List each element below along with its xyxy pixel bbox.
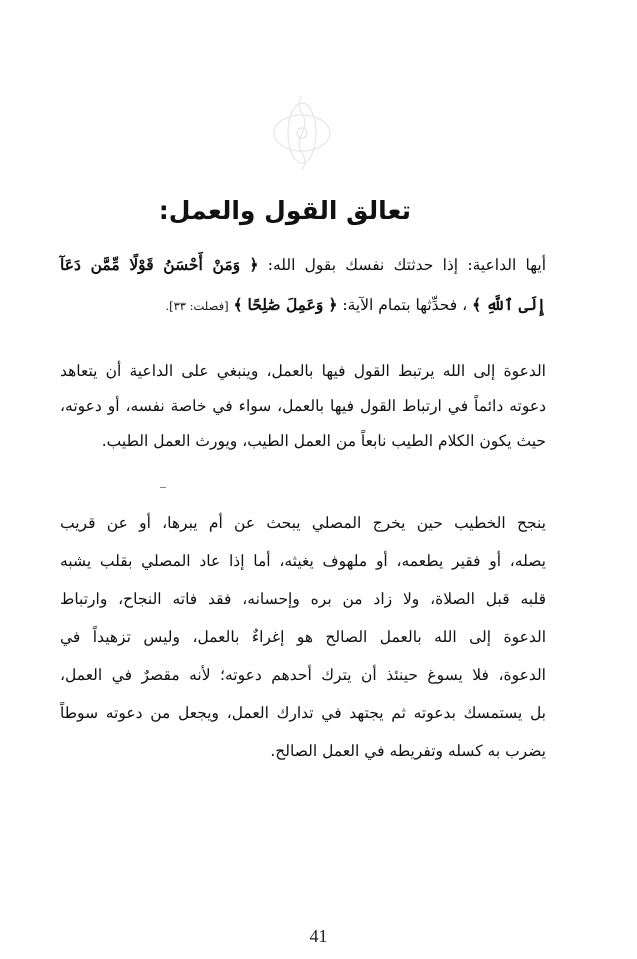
paragraph-line: دعوته دائماً في ارتباط القول فيها بالعمل، سواء في خاصة نفسه، أو دعوته،	[60, 397, 546, 415]
quran-open-bracket-2: ﴿	[328, 295, 338, 314]
divider-mark	[160, 487, 166, 488]
quran-verse-part-3: وَعَمِلَ صَٰلِحًا	[247, 295, 324, 314]
paragraph-line: حيث يكون الكلام الطيب نابعاً من العمل الطيب، ويورث العمل الطيب.	[101, 432, 546, 450]
quran-close-bracket-2: ﴾	[233, 295, 243, 314]
quran-verse-part-2: إِلَى ٱللَّهِ	[486, 295, 546, 314]
page-number: 41	[309, 926, 328, 946]
intro-text: أيها الداعية: إذا حدثتك نفسك بقول الله:	[267, 256, 546, 274]
quran-open-bracket: ﴿	[249, 255, 259, 274]
paragraph-line: يصله، أو فقير يطعمه، أو ملهوف يغيثه، أما إذا عاد المصلي بقلب يشبه	[60, 552, 546, 570]
intro-line-2	[60, 290, 546, 320]
quran-verse-part-1: وَمَنْ أَحْسَنُ قَوْلًا مِّمَّن دَعَآ	[60, 255, 241, 274]
decorative-ornament-icon	[262, 88, 342, 178]
paragraph-line: الدعوة إلى الله يرتبط القول فيها بالعمل، وينبغي على الداعية أن يتعاهد	[60, 362, 546, 380]
intro-line-1	[60, 250, 546, 280]
section-heading: تعالق القول والعمل:	[158, 196, 411, 225]
paragraph-line: الدعوة، فلا يسوغ حينئذ أن يترك أحدهم دعوته؛ لأنه مقصرٌ في العمل،	[60, 666, 546, 684]
paragraph-line: بل يستمسك بدعوته ثم يجتهد في تدارك العمل، ويجعل من دعوته سوطاً	[60, 704, 546, 722]
verse-reference: [فصلت: ٣٣].	[165, 299, 229, 313]
paragraph-line: قلبه قبل الصلاة، ولا زاد من بره وإحسانه، فقد فاته النجاح، وارتباط	[60, 590, 546, 608]
paragraph-2	[60, 508, 546, 778]
paragraph-line: ينجح الخطيب حين يخرج المصلي يبحث عن أم يبرها، أو عن قريب	[60, 514, 546, 532]
paragraph-1	[60, 356, 546, 456]
paragraph-line: الدعوة إلى الله بالعمل الصالح هو إغراءٌ بالعمل، وليس تزهيداً في	[60, 628, 546, 646]
quran-close-bracket: ﴾	[472, 295, 482, 314]
intro-block	[60, 250, 546, 320]
intro-instruction-text: ، فحدِّثها بتمام الآية:	[342, 296, 468, 314]
paragraph-line: يضرب به كسله وتفريطه في العمل الصالح.	[270, 742, 546, 760]
